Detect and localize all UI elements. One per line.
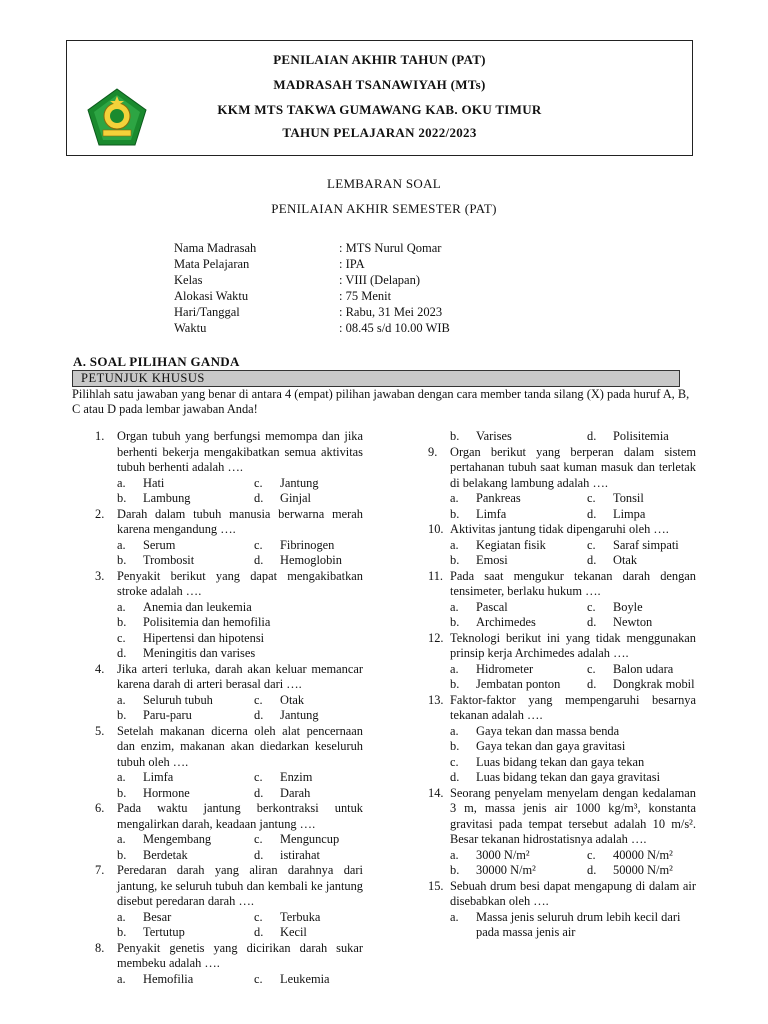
question-number: 13. xyxy=(428,692,444,707)
option-text: Luas bidang tekan dan gaya gravitasi xyxy=(476,770,661,784)
option-text: Hidrometer xyxy=(476,661,534,676)
info-row xyxy=(174,304,450,320)
question-stem xyxy=(428,522,696,538)
question-stem xyxy=(428,693,696,724)
option-text: Hati xyxy=(143,475,165,490)
option-letter: d. xyxy=(587,506,597,521)
question-stem xyxy=(95,941,363,972)
option-text: Fibrinogen xyxy=(280,537,335,552)
option xyxy=(450,739,696,755)
option-letter: c. xyxy=(254,909,263,924)
question-stem xyxy=(428,879,696,910)
option xyxy=(117,631,363,647)
option-letter: c. xyxy=(254,832,263,846)
option-text: Jantung xyxy=(280,708,319,722)
option-letter: d. xyxy=(254,553,264,567)
option xyxy=(450,863,587,879)
question-stem xyxy=(95,507,363,538)
option xyxy=(587,507,696,523)
question-stem xyxy=(428,445,696,492)
option-letter: b. xyxy=(450,506,460,521)
option-letter: c. xyxy=(117,630,126,645)
option-letter: c. xyxy=(254,537,263,552)
question-stem xyxy=(428,631,696,662)
option-letter: d. xyxy=(254,708,264,722)
option-text: Limfa xyxy=(476,506,507,521)
option xyxy=(117,693,254,709)
question xyxy=(428,786,696,879)
option xyxy=(117,972,254,988)
option-text: Archimedes xyxy=(476,615,536,629)
question xyxy=(428,569,696,631)
option xyxy=(587,863,696,879)
option xyxy=(450,600,587,616)
option-text: Kegiatan fisik xyxy=(476,537,546,552)
option-letter: a. xyxy=(117,475,126,490)
option-letter: a. xyxy=(450,909,459,924)
option xyxy=(254,693,363,709)
info-row xyxy=(174,272,450,288)
option-letter: d. xyxy=(254,785,264,800)
option-letter: c. xyxy=(254,475,263,490)
header-line-2: MADRASAH TSANAWIYAH (MTs) xyxy=(273,77,486,92)
option-letter: b. xyxy=(117,491,127,505)
sheet-title: LEMBARAN SOAL xyxy=(326,176,442,191)
section-a-heading: A. SOAL PILIHAN GANDA xyxy=(73,354,240,369)
option-text: Menguncup xyxy=(280,832,340,846)
option-text: Emosi xyxy=(476,553,508,567)
question xyxy=(428,445,696,523)
option-letter: c. xyxy=(450,754,459,769)
option-list xyxy=(95,538,363,569)
option-letter: a. xyxy=(450,491,459,505)
question-number: 7. xyxy=(95,863,105,877)
option xyxy=(450,848,587,864)
option xyxy=(254,491,363,507)
option xyxy=(117,476,254,492)
question-number: 2. xyxy=(95,506,105,521)
option-letter: b. xyxy=(117,615,127,629)
question-stem xyxy=(95,801,363,832)
question-stem xyxy=(428,569,696,600)
question-text: Pada saat mengukur tekanan darah dengan tensimeter, berlaku hukum …. xyxy=(450,568,696,598)
option-text: Meningitis dan varises xyxy=(143,646,256,660)
question-stem xyxy=(95,662,363,693)
option-list xyxy=(428,848,696,879)
option xyxy=(450,615,587,631)
option-list xyxy=(428,910,696,941)
option xyxy=(450,662,587,678)
question xyxy=(95,724,363,802)
option-text: Darah xyxy=(280,785,311,800)
option-text: Besar xyxy=(143,909,172,924)
option-text: Ginjal xyxy=(280,491,311,505)
option xyxy=(450,429,587,445)
option-letter: d. xyxy=(587,429,597,443)
option-letter: a. xyxy=(117,909,126,924)
option-list xyxy=(428,662,696,693)
option-text: Jembatan ponton xyxy=(476,677,561,691)
option-letter: b. xyxy=(450,615,460,629)
question-text: Sebuah drum besi dapat mengapung di dalam air disebabkan oleh …. xyxy=(450,878,696,908)
question-number: 1. xyxy=(95,429,105,443)
question-number: 8. xyxy=(95,940,105,955)
option xyxy=(450,553,587,569)
info-label: Mata Pelajaran xyxy=(174,257,250,271)
option-list xyxy=(428,491,696,522)
option-text: Paru-paru xyxy=(143,708,192,722)
option-text: Hipertensi dan hipotensi xyxy=(143,630,265,645)
option xyxy=(450,770,696,786)
option-text: Saraf simpati xyxy=(613,537,679,552)
info-row xyxy=(174,240,450,256)
question-text: Peredaran darah yang aliran darahnya dari jantung, ke seluruh tubuh dan kembali ke jantung disebut peredaran darah …. xyxy=(117,863,363,908)
question xyxy=(428,693,696,786)
option-letter: b. xyxy=(117,708,127,722)
option-text: 3000 N/m² xyxy=(476,847,530,862)
info-value: : 75 Menit xyxy=(339,289,392,303)
question-text: Organ tubuh yang berfungsi memompa dan jika berhenti bekerja mengakibatkan semua aktivitas tubuh berhenti adalah …. xyxy=(117,429,363,474)
option-letter: a. xyxy=(450,599,459,614)
option-letter: a. xyxy=(117,971,126,986)
option-letter: a. xyxy=(117,599,126,614)
option-text: Tonsil xyxy=(613,491,644,505)
header-line-4: TAHUN PELAJARAN 2022/2023 xyxy=(282,125,477,140)
option-letter: a. xyxy=(117,537,126,552)
header-line-1: PENILAIAN AKHIR TAHUN (PAT) xyxy=(273,52,486,67)
question-text: Aktivitas jantung tidak dipengaruhi oleh …. xyxy=(450,522,669,536)
option-letter: c. xyxy=(254,770,263,784)
info-value: : 08.45 s/d 10.00 WIB xyxy=(339,321,450,335)
option-letter: c. xyxy=(587,599,596,614)
option-letter: d. xyxy=(450,770,460,784)
instruction-text: Pilihlah satu jawaban yang benar di antara 4 (empat) pilihan jawaban dengan cara member tanda silang (X) pada huruf A, B, C atau D pada lembar jawaban Anda! xyxy=(72,387,690,416)
option-letter: b. xyxy=(117,553,127,567)
option-letter: c. xyxy=(587,661,596,676)
petunjuk-bar: PETUNJUK KHUSUS xyxy=(72,370,680,387)
info-label: Waktu xyxy=(174,321,207,335)
option-letter: d. xyxy=(254,925,264,939)
option-letter: b. xyxy=(450,677,460,691)
option-text: Limfa xyxy=(143,770,174,784)
option xyxy=(587,538,696,554)
option-text: Terbuka xyxy=(280,909,321,924)
option-text: Otak xyxy=(280,692,305,707)
option-list xyxy=(95,600,363,662)
option-letter: d. xyxy=(117,646,127,660)
option-letter: b. xyxy=(450,863,460,877)
option-text: Boyle xyxy=(613,599,643,614)
exam-info xyxy=(174,240,450,336)
option-list xyxy=(428,600,696,631)
option xyxy=(117,848,254,864)
option-letter: a. xyxy=(450,723,459,738)
option-text: istirahat xyxy=(280,847,320,862)
option-letter: c. xyxy=(254,692,263,707)
option xyxy=(117,770,254,786)
info-label: Alokasi Waktu xyxy=(174,289,249,303)
option-text: Gaya tekan dan massa benda xyxy=(476,723,620,738)
question-text: Darah dalam tubuh manusia berwarna merah karena mengandung …. xyxy=(117,506,363,536)
question-number: 11. xyxy=(428,568,444,583)
option xyxy=(587,662,696,678)
option xyxy=(254,476,363,492)
option-letter: c. xyxy=(587,847,596,862)
option xyxy=(254,848,363,864)
option-text: Polisitemia dan hemofilia xyxy=(143,615,271,629)
option-letter: b. xyxy=(450,553,460,567)
option xyxy=(117,910,254,926)
option-text: Hemofilia xyxy=(143,971,194,986)
question-number: 9. xyxy=(428,444,438,459)
option-text: Varises xyxy=(476,429,512,443)
option-text: Hemoglobin xyxy=(280,553,342,567)
option-text: Mengembang xyxy=(143,832,212,846)
option-text: Kecil xyxy=(280,925,307,939)
question-stem xyxy=(428,786,696,848)
option-text: Dongkrak mobil xyxy=(613,677,695,691)
info-label: Hari/Tanggal xyxy=(174,305,240,319)
option-letter: c. xyxy=(587,491,596,505)
option-text: Balon udara xyxy=(613,661,674,676)
option-letter: a. xyxy=(450,661,459,676)
option xyxy=(450,724,696,740)
option-text: Polisitemia xyxy=(613,429,669,443)
info-label: Nama Madrasah xyxy=(174,241,257,255)
question-text: Jika arteri terluka, darah akan keluar memancar karena darah di arteri berasal dari …. xyxy=(117,661,363,691)
option-letter: b. xyxy=(117,925,127,939)
option xyxy=(117,491,254,507)
option-text: Massa jenis seluruh drum lebih kecil dari pada massa jenis air xyxy=(476,909,681,939)
option xyxy=(587,677,696,693)
question-number: 4. xyxy=(95,661,105,676)
option-list xyxy=(95,693,363,724)
info-row xyxy=(174,288,450,304)
option-text: Pascal xyxy=(476,599,508,614)
option xyxy=(117,553,254,569)
option-text: Gaya tekan dan gaya gravitasi xyxy=(476,739,626,753)
option xyxy=(450,755,696,771)
left-question-column xyxy=(95,429,363,987)
option-list xyxy=(95,832,363,863)
option xyxy=(117,925,254,941)
option-list xyxy=(428,538,696,569)
question xyxy=(95,662,363,724)
option-letter: a. xyxy=(117,692,126,707)
option xyxy=(254,910,363,926)
option-text: 50000 N/m² xyxy=(613,863,673,877)
option xyxy=(450,677,587,693)
info-row xyxy=(174,256,450,272)
option-text: Leukemia xyxy=(280,971,330,986)
option-text: 40000 N/m² xyxy=(613,847,673,862)
option-letter: b. xyxy=(117,785,127,800)
option-list xyxy=(428,724,696,786)
exam-title: PENILAIAN AKHIR SEMESTER (PAT) xyxy=(271,201,497,216)
option xyxy=(254,708,363,724)
option-list xyxy=(428,429,696,445)
option-letter: b. xyxy=(450,429,460,443)
option-text: Anemia dan leukemia xyxy=(143,599,252,614)
option-list xyxy=(95,972,363,988)
option xyxy=(254,832,363,848)
option-letter: c. xyxy=(587,537,596,552)
option-letter: a. xyxy=(117,770,126,784)
info-value: : VIII (Delapan) xyxy=(339,273,420,287)
question-stem xyxy=(95,429,363,476)
option-text: Otak xyxy=(613,553,638,567)
question xyxy=(95,801,363,863)
question-text: Faktor-faktor yang mempengaruhi besarnya tekanan adalah …. xyxy=(450,692,696,722)
option xyxy=(254,770,363,786)
option-letter: d. xyxy=(587,615,597,629)
header-line-3: KKM MTS TAKWA GUMAWANG KAB. OKU TIMUR xyxy=(217,102,542,117)
option-text: Serum xyxy=(143,537,176,552)
option xyxy=(587,848,696,864)
option xyxy=(117,615,363,631)
option xyxy=(450,491,587,507)
option xyxy=(117,538,254,554)
option xyxy=(587,553,696,569)
question xyxy=(428,879,696,941)
option xyxy=(117,708,254,724)
question xyxy=(95,429,363,507)
option xyxy=(587,600,696,616)
question-number: 15. xyxy=(428,878,444,893)
option-list xyxy=(95,476,363,507)
option-text: Newton xyxy=(613,615,653,629)
option-letter: b. xyxy=(117,847,127,862)
option-letter: d. xyxy=(587,677,597,691)
question-stem xyxy=(95,863,363,910)
option xyxy=(117,600,363,616)
option xyxy=(254,553,363,569)
option xyxy=(450,910,696,941)
option xyxy=(587,615,696,631)
question-number: 14. xyxy=(428,785,444,800)
question-text: Penyakit berikut yang dapat mengakibatkan stroke adalah …. xyxy=(117,568,363,598)
option-text: Luas bidang tekan dan gaya tekan xyxy=(476,754,645,769)
option-text: Limpa xyxy=(613,506,646,521)
info-label: Kelas xyxy=(174,273,203,287)
option-text: Trombosit xyxy=(143,553,195,567)
option-letter: d. xyxy=(587,863,597,877)
question-text: Seorang penyelam menyelam dengan kedalaman 3 m, massa jenis air 1000 kg/m³, konstanta gravitasi pada tempat tersebut adalah 10 m/s². Besar tekanan hidrostatisnya adalah …. xyxy=(450,785,696,846)
question-number: 6. xyxy=(95,801,105,815)
option-text: Lambung xyxy=(143,491,191,505)
info-value: : IPA xyxy=(339,257,365,271)
option xyxy=(254,925,363,941)
question-number: 10. xyxy=(428,522,444,536)
option-letter: a. xyxy=(450,847,459,862)
option-text: 30000 N/m² xyxy=(476,863,536,877)
option-list xyxy=(95,770,363,801)
option xyxy=(254,538,363,554)
option xyxy=(587,491,696,507)
question xyxy=(95,507,363,569)
option-letter: d. xyxy=(587,553,597,567)
option-text: Enzim xyxy=(280,770,313,784)
option xyxy=(450,507,587,523)
question xyxy=(95,863,363,941)
question xyxy=(95,941,363,988)
option-text: Hormone xyxy=(143,785,190,800)
info-value: : Rabu, 31 Mei 2023 xyxy=(339,305,443,319)
question-text: Setelah makanan dicerna oleh alat pencernaan dan enzim, makanan akan diedarkan keseluruh tubuh oleh …. xyxy=(117,723,363,769)
question-number: 5. xyxy=(95,723,105,738)
question-text: Organ berikut yang berperan dalam sistem pertahanan tubuh saat kuman masuk dan terletak di belakang lambung adalah …. xyxy=(450,444,696,490)
option xyxy=(254,786,363,802)
option xyxy=(450,538,587,554)
option-text: Berdetak xyxy=(143,847,188,862)
option-letter: c. xyxy=(254,971,263,986)
option-list xyxy=(95,910,363,941)
question-text: Teknologi berikut ini yang tidak menggunakan prinsip kerja Archimedes adalah …. xyxy=(450,630,696,660)
right-question-column xyxy=(428,429,696,941)
question-number: 3. xyxy=(95,568,105,583)
option xyxy=(117,786,254,802)
option-letter: d. xyxy=(254,847,264,862)
question-stem xyxy=(95,569,363,600)
question-text: Pada waktu jantung berkontraksi untuk mengalirkan darah, keadaan jantung …. xyxy=(117,801,363,831)
option-text: Seluruh tubuh xyxy=(143,692,213,707)
question xyxy=(95,569,363,662)
option-text: Tertutup xyxy=(143,925,185,939)
option-letter: b. xyxy=(450,739,460,753)
option-letter: d. xyxy=(254,491,264,505)
option xyxy=(587,429,696,445)
info-value: : MTS Nurul Qomar xyxy=(339,241,442,255)
option xyxy=(117,646,363,662)
question-number: 12. xyxy=(428,630,444,645)
info-row xyxy=(174,320,450,336)
option xyxy=(117,832,254,848)
question-stem xyxy=(95,724,363,771)
question xyxy=(428,522,696,569)
question xyxy=(428,631,696,693)
question-text: Penyakit genetis yang dicirikan darah sukar membeku adalah …. xyxy=(117,940,363,970)
option-text: Pankreas xyxy=(476,491,521,505)
option-text: Jantung xyxy=(280,475,319,490)
option-letter: a. xyxy=(117,832,126,846)
option xyxy=(254,972,363,988)
option-letter: a. xyxy=(450,537,459,552)
